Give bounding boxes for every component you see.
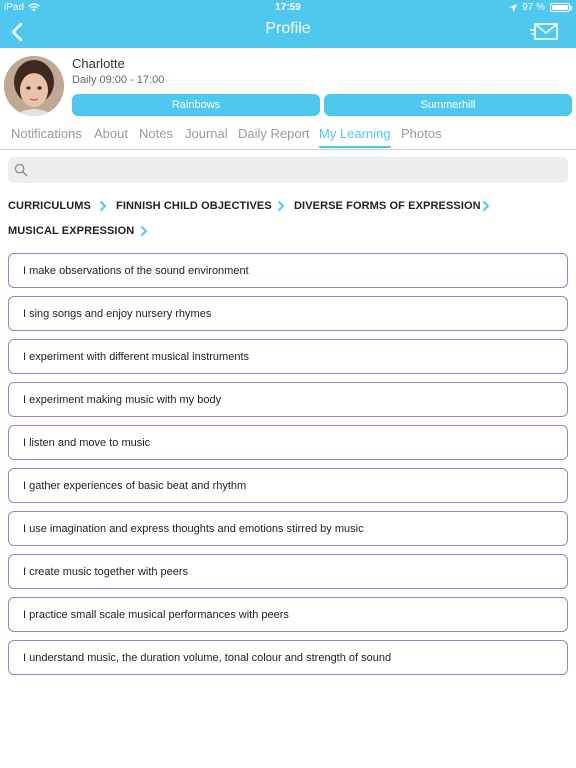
breadcrumb-musical-expression[interactable]: MUSICAL EXPRESSION xyxy=(8,225,135,237)
list-item[interactable] xyxy=(8,339,568,374)
navigation-bar xyxy=(0,0,576,48)
objective-text: I use imagination and express thoughts and emotions stirred by music xyxy=(23,523,364,535)
status-time: 17:59 xyxy=(275,2,301,13)
chevron-right-icon xyxy=(481,200,491,212)
objective-text: I listen and move to music xyxy=(23,437,151,449)
list-item[interactable] xyxy=(8,296,568,331)
list-item[interactable] xyxy=(8,425,568,460)
list-item[interactable] xyxy=(8,597,568,632)
battery-level xyxy=(552,5,568,10)
list-item[interactable] xyxy=(8,253,568,288)
objective-text: I gather experiences of basic beat and rhythm xyxy=(23,480,247,492)
breadcrumb-diverse-forms-of-expression[interactable]: DIVERSE FORMS OF EXPRESSION xyxy=(294,200,481,212)
breadcrumb-finnish-child-objectives[interactable]: FINNISH CHILD OBJECTIVES xyxy=(116,200,272,212)
list-item[interactable] xyxy=(8,382,568,417)
search-bar xyxy=(8,157,568,183)
objective-text: I sing songs and enjoy nursery rhymes xyxy=(23,308,212,320)
schedule-text: Daily 09:00 - 17:00 xyxy=(72,74,165,86)
chevron-right-icon xyxy=(139,225,149,237)
avatar xyxy=(4,56,64,116)
tab-notifications[interactable]: Notifications xyxy=(11,126,82,141)
list-item[interactable] xyxy=(8,640,568,675)
child-name: Charlotte xyxy=(72,56,125,71)
page-title: Profile xyxy=(265,20,311,37)
battery-icon xyxy=(550,3,570,12)
list-item[interactable] xyxy=(8,511,568,546)
objective-text: I practice small scale musical performances with peers xyxy=(23,609,289,621)
tab-journal[interactable]: Journal xyxy=(185,126,228,141)
tab-photos[interactable]: Photos xyxy=(401,126,442,141)
tab-notes[interactable]: Notes xyxy=(139,126,173,141)
carrier-label: iPad xyxy=(4,2,25,13)
list-item[interactable] xyxy=(8,554,568,589)
objective-text: I experiment making music with my body xyxy=(23,394,222,406)
group-button-summerhill[interactable]: Summerhill xyxy=(324,94,572,116)
battery-percent: 97 % xyxy=(522,2,545,13)
tab-my-learning[interactable]: My Learning xyxy=(319,126,391,148)
tab-daily-report[interactable]: Daily Report xyxy=(238,126,310,141)
list-item[interactable] xyxy=(8,468,568,503)
objective-text: I create music together with peers xyxy=(23,566,189,578)
chevron-right-icon xyxy=(276,200,286,212)
child-photo-icon xyxy=(4,56,64,116)
objective-text: I make observations of the sound environment xyxy=(23,265,249,277)
search-input[interactable] xyxy=(32,157,562,183)
group-button-rainbows[interactable]: Rainbows xyxy=(72,94,320,116)
objective-text: I experiment with different musical instruments xyxy=(23,351,249,363)
search-icon xyxy=(14,163,28,177)
profile-tabs xyxy=(0,122,576,150)
tab-about[interactable]: About xyxy=(94,126,128,141)
chevron-right-icon xyxy=(98,200,108,212)
status-bar xyxy=(0,0,576,16)
objective-text: I understand music, the duration volume, tonal colour and strength of sound xyxy=(23,652,392,664)
mail-send-icon[interactable] xyxy=(530,21,562,43)
breadcrumb-curriculums[interactable]: CURRICULUMS xyxy=(8,200,91,212)
location-arrow-icon xyxy=(509,4,517,12)
